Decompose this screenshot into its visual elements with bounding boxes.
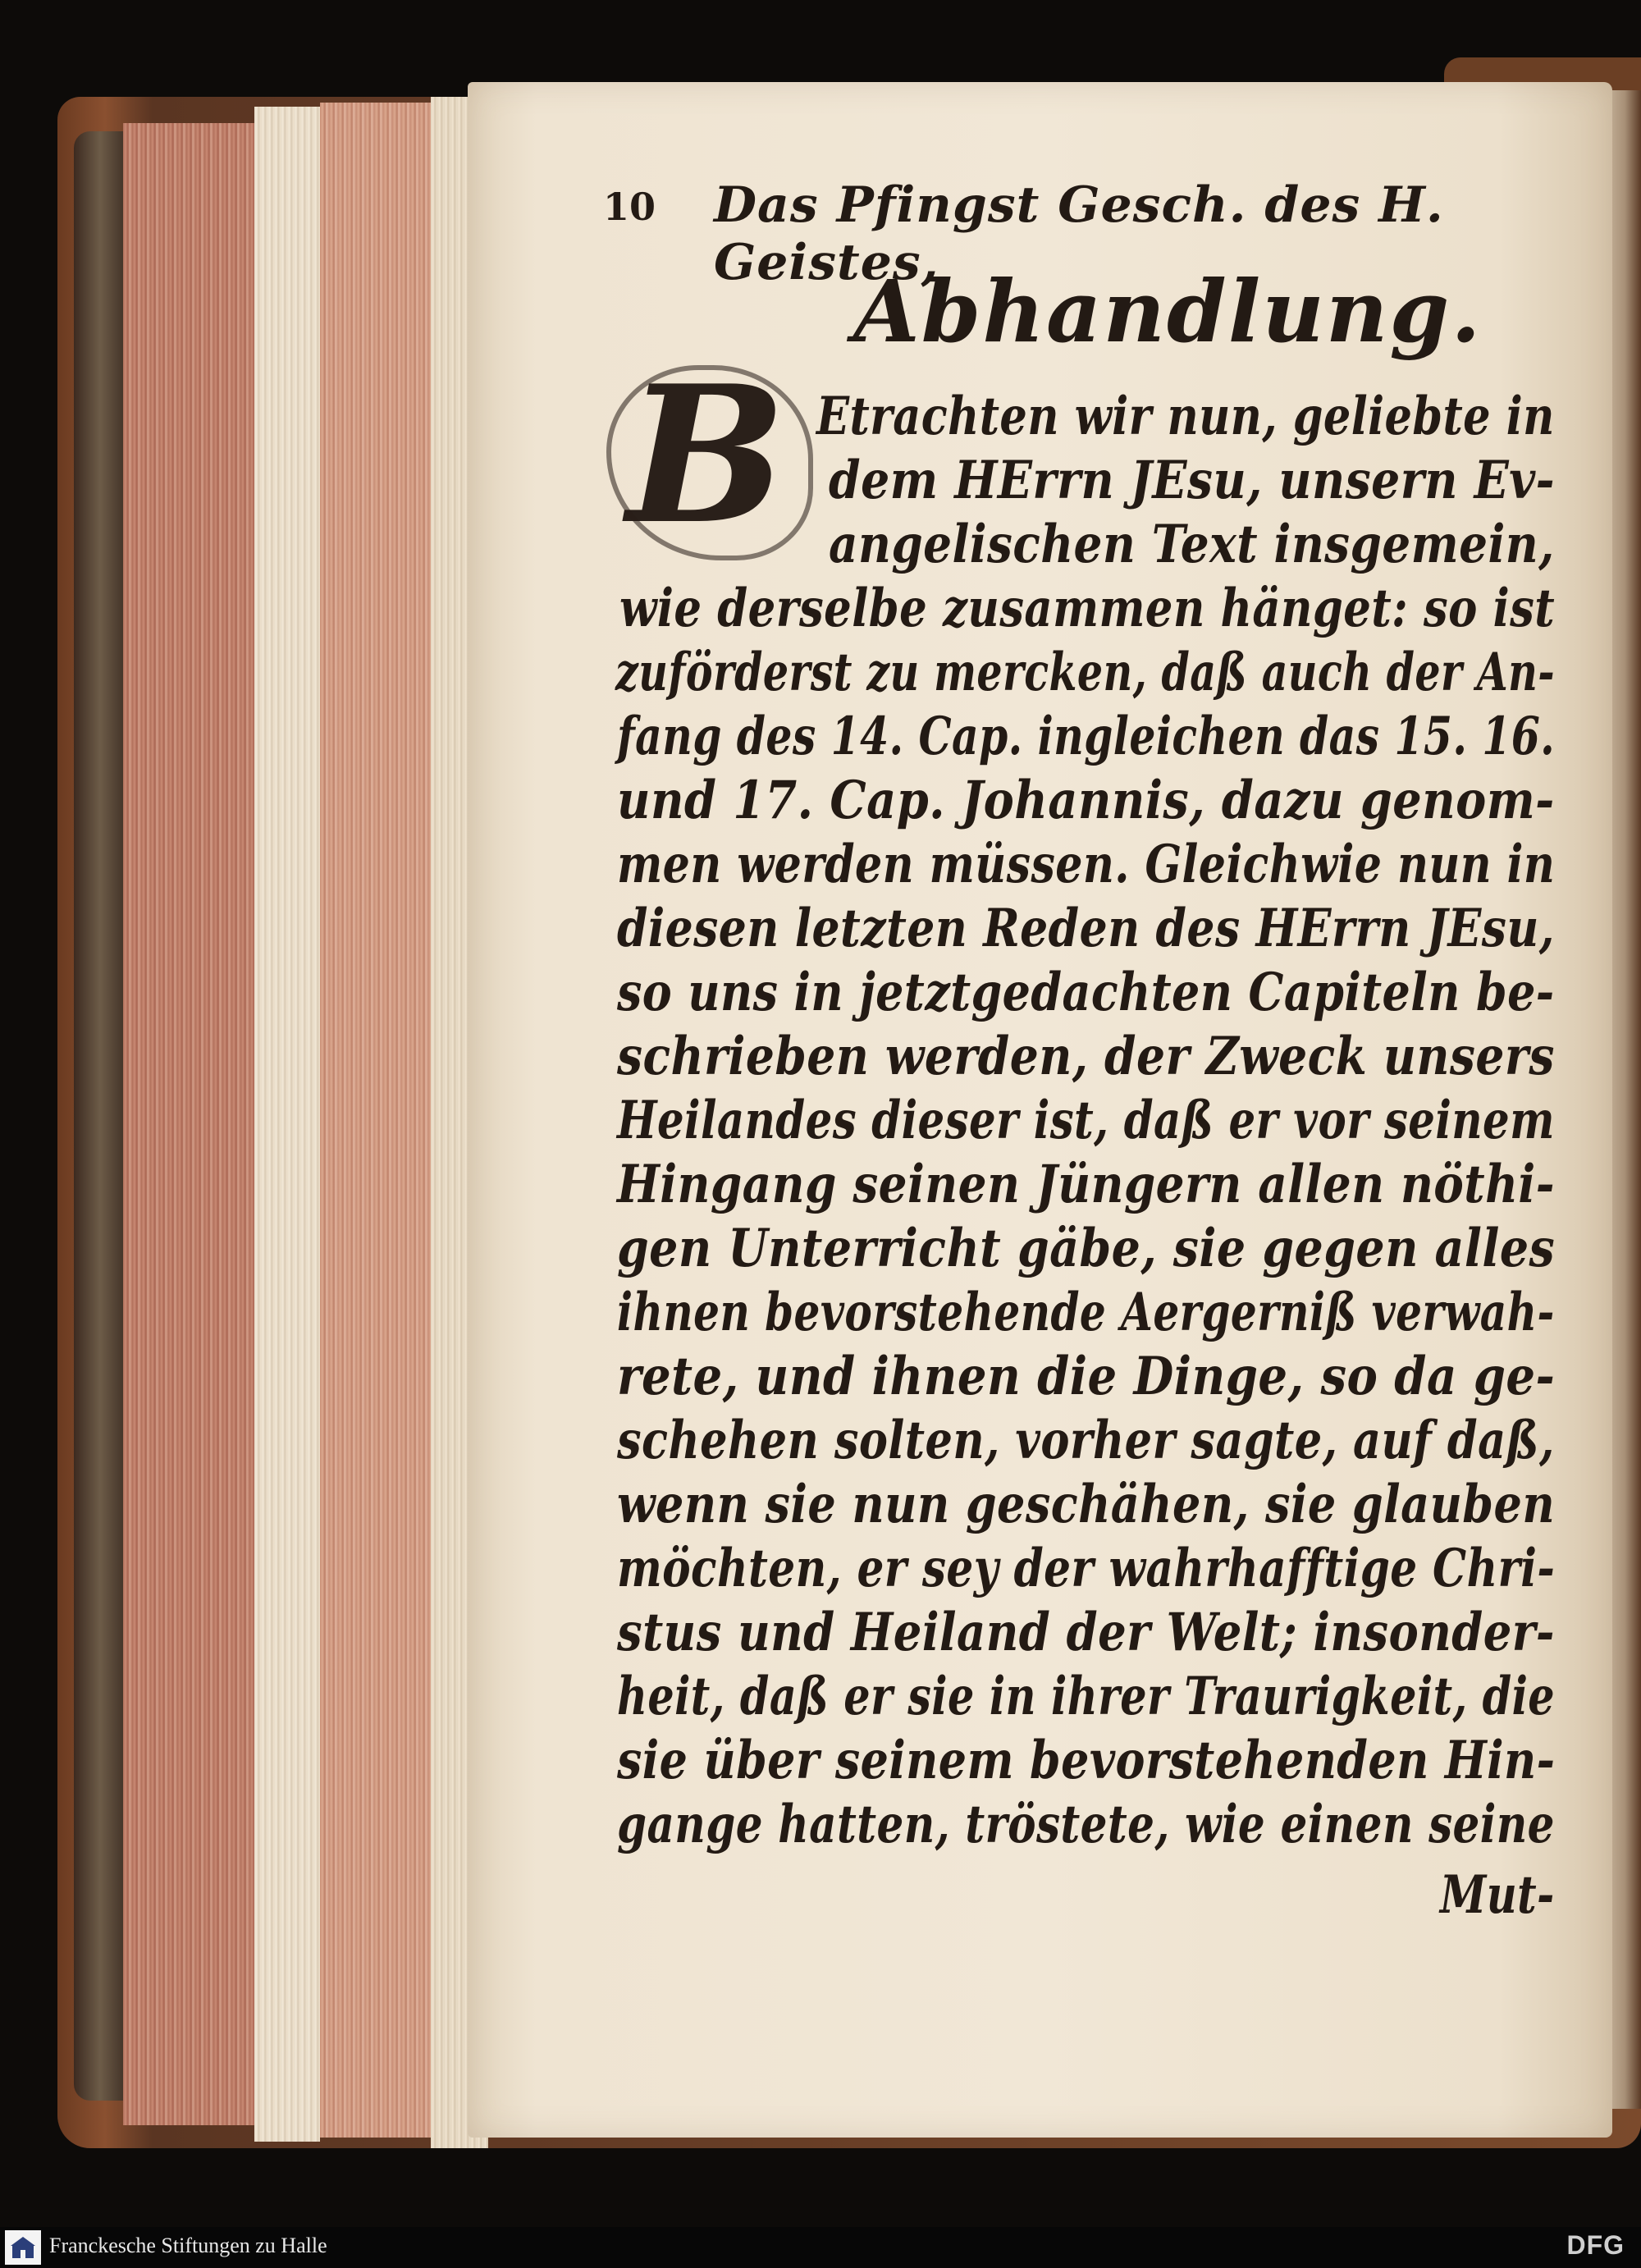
section-heading: Abhandlung. bbox=[853, 261, 1483, 362]
footer-institution: Franckesche Stiftungen zu Halle bbox=[49, 2234, 327, 2257]
footer-funder-logo: DFG bbox=[1566, 2230, 1625, 2260]
text-line: wie derselbe zusammen hänget: so ist bbox=[619, 578, 1556, 639]
text-line: rete, und ihnen die Dinge, so da ge- bbox=[617, 1346, 1556, 1407]
page-edges-red bbox=[123, 123, 254, 2125]
page-edges-red-inner bbox=[320, 103, 431, 2138]
text-line: stus und Heiland der Welt; insonder- bbox=[617, 1602, 1555, 1663]
text-line: dem HErrn JEsu, unsern Ev- bbox=[829, 450, 1556, 511]
text-line: möchten, er sey der wahrhafftige Chri- bbox=[617, 1538, 1556, 1599]
text-line: ihnen bevorstehende Aergerniß verwah- bbox=[617, 1282, 1555, 1343]
building-icon bbox=[9, 2234, 37, 2261]
text-line: men werden müssen. Gleichwie nun in bbox=[617, 834, 1556, 895]
text-line: diesen letzten Reden des HErrn JEsu, bbox=[617, 898, 1555, 959]
text-line: Heilandes dieser ist, daß er vor seinem bbox=[617, 1090, 1555, 1151]
text-line: gange hatten, tröstete, wie einen seine bbox=[617, 1794, 1555, 1855]
text-line: angelischen Text insgemein, bbox=[829, 514, 1555, 575]
text-line: heit, daß er sie in ihrer Traurigkeit, die bbox=[617, 1666, 1556, 1727]
text-line: so uns in jetztgedachten Capiteln be- bbox=[617, 962, 1555, 1023]
text-line: sie über seinem bevorstehenden Hin- bbox=[617, 1730, 1556, 1791]
page-edges-light bbox=[254, 107, 320, 2142]
text-line: schehen solten, vorher sagte, auf daß, bbox=[617, 1410, 1555, 1471]
francke-foundation-logo bbox=[5, 2230, 41, 2265]
drop-cap-initial: B bbox=[611, 357, 802, 554]
text-line: zuförderst zu mercken, daß auch der An- bbox=[615, 642, 1555, 703]
text-line: Hingang seinen Jüngern allen nöthi- bbox=[617, 1154, 1555, 1215]
catchword: Mut- bbox=[1440, 1864, 1555, 1926]
text-line: und 17. Cap. Johannis, dazu genom- bbox=[617, 770, 1555, 831]
text-line: wenn sie nun geschähen, sie glauben bbox=[617, 1474, 1556, 1535]
text-line: schrieben werden, der Zweck unsers bbox=[617, 1026, 1555, 1087]
running-head: Das Pfingst Gesch. des H. Geistes, bbox=[714, 176, 1444, 291]
page-number: 10 bbox=[603, 185, 656, 229]
text-line: Etrachten wir nun, geliebte in bbox=[816, 386, 1555, 447]
text-line: gen Unterricht gäbe, sie gegen alles bbox=[617, 1218, 1556, 1279]
text-line: fang des 14. Cap. ingleichen das 15. 16. bbox=[617, 706, 1556, 767]
